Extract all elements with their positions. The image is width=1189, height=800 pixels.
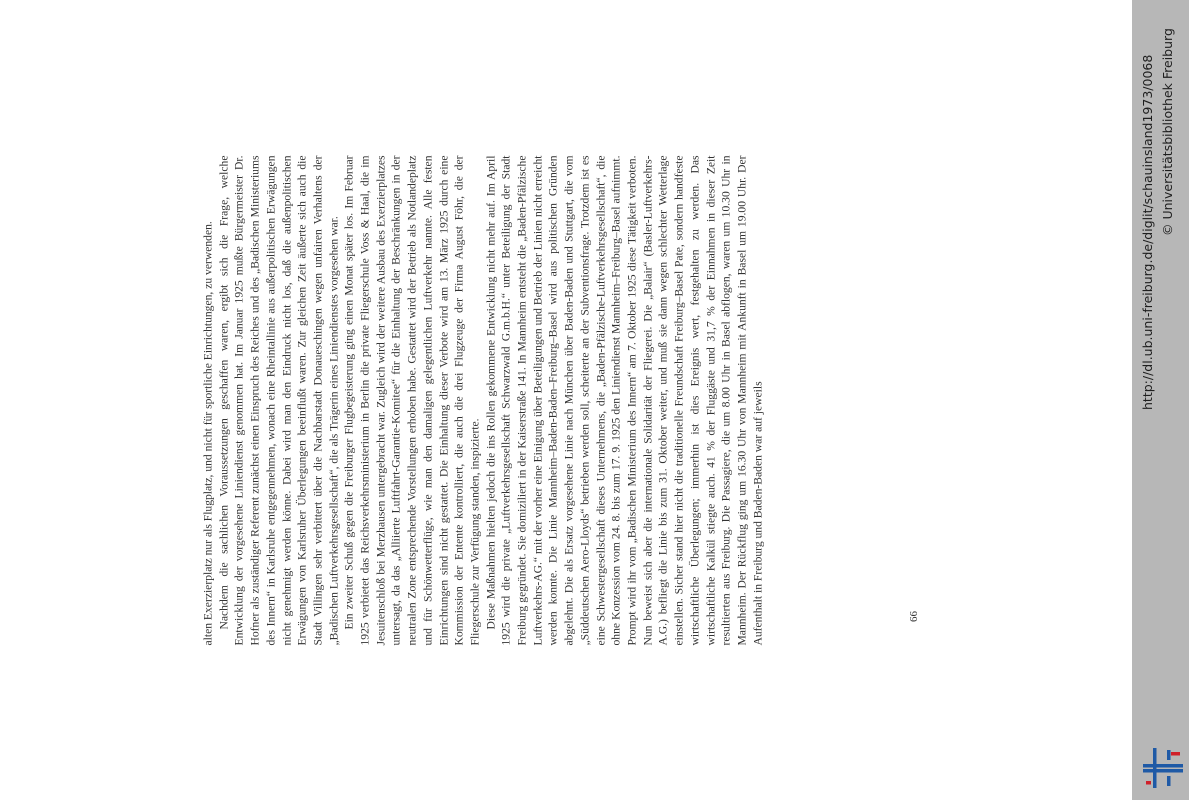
article-text bbox=[201, 156, 906, 646]
page-number: 66 bbox=[908, 611, 920, 622]
copyright-notice: © Universitätsbibliothek Freiburg bbox=[1160, 28, 1175, 236]
paragraph: Diese Maßnahmen hielten jedoch die ins Rollen gekommene Entwicklung nicht mehr auf. Im April 1925 wird die private „Luftverkehrsgesellschaft Schwarzwald G.m.b.H.“ unter Beteiligung der Stadt Freiburg gegründet. Sie domiziliert in der Kaiserstraße 141. In Mannheim entsteht die „Baden-Pfälzische Luftverkehrs-AG.“ mit der vorher eine Einigung über Beteiligungen und Betrieb der Linien nicht erreicht werden konnte. Die Linie Mannheim–Baden-Baden–Freiburg–Basel wird aus politischen Gründen abgelehnt. Die als Ersatz vorgesehene Linie nach München über Baden-Baden und Stuttgart, die vom „Süddeutschen Aero-Lloyds“ betrieben werden soll, scheiterte an der Subventionsfrage. Trotzdem ist es eine Schwestergesellschaft dieses Unternehmens, die „Baden-Pfälzische-Luftverkehrsgesellschaft“, die ohne Konzession vom 24. 8. bis zum 17. 9. 1925 den Liniendienst Mannheim–Freiburg–Basel aufnimmt. Prompt wird ihr vom „Badischen Ministerium des Innern“ am 7. Oktober 1925 diese Tätigkeit verboten. Nun beweist sich aber die internationale Solidarität der Fliegerei. Die „Balair“ (Basler-Luftverkehrs-A.G.) befliegt die Linie bis zum 31. Oktober weiter, und muß sie dann wegen schlechter Wetterlage einstellen. Sicher stand hier nicht die traditionelle Freundschaft Freiburg–Basel Pate, sondern handfeste wirtschaftliche Überlegungen; immerhin ist dies Ereignis wert, festgehalten zu werden. Das wirtschaftliche Kalkül stiegte auch. 41 % der Fluggäste und 31,7 % der Einnahmen in dieser Zeit resultierten aus Freiburg. Die Passagiere, die um 8.00 Uhr in Basel abflogen, waren um 10.30 Uhr in Mannheim. Der Rückflug ging um 16.30 Uhr von Mannheim mit Ankunft in Basel um 19.00 Uhr. Der Aufenthalt in Freiburg und Baden-Baden war auf jeweils bbox=[484, 155, 765, 646]
paragraph: Nachdem die sachlichen Voraussetzungen geschaffen waren, ergibt sich die Frage, welche Entwicklung der vorgesehene Liniendienst genommen hat. Im Januar 1925 mußte Bürgermeister Dr. Hofner als zuständiger Referent zunächst einen Einspruch des Reiches und des „Badischen Ministeriums des Innern“ in Karlsruhe entgegennehmen, wonach eine Rheintallinie aus außerpolitischen Erwägungen nicht genehmigt werden könne. Dabei wird man den Eindruck nicht los, daß die außenpolitischen Erwägungen von Karlsruher Überlegungen beeinflußt waren. Zur gleichen Zeit äußerte sich auch die Stadt Villingen sehr verbittert über die Nachbarstadt Donaueschingen wegen unfairen Verhaltens der „Badischen Luftverkehrsgesellschaft“, die als Trägerin eines Liniendienstes vorgesehen war. bbox=[217, 155, 341, 646]
paragraph: alten Exerzierplatz nur als Flugplatz, und nicht für sportliche Einrichtungen, zu verwenden. bbox=[201, 221, 215, 646]
ub-freiburg-logo-icon bbox=[1140, 745, 1186, 791]
paragraph: Ein zweiter Schuß gegen die Freiburger Flugbegeisterung ging einen Monat später los. Im Februar 1925 verbietet das Reichsverkehrsministerium in Berlin die private Fliegerschule Voss & Haal, die im Jesuitenschloß bei Merzhausen untergebracht war. Zugleich wird der weitere Ausbau des Exerzierplatzes untersagt, da das „Alliierte Luftfahrt-Garantie-Komitee“ für die Einhaltung der Beschränkungen in der neutralen Zone entsprechende Vorstellungen erhoben habe. Gestattet wird der Betrieb als Notlandeplatz und für Schönwetterflüge, wie man den damaligen gelegentlichen Luftverkehr nannte. Alle festen Einrichtungen sind nicht gestattet. Die Einhaltung dieser Verbote wird am 13. März 1925 durch eine Kommission der Entente kontrolliert, die auch die drei Flugzeuge der Firma August Föhr, die der Fliegerschule zur Verfügung standen, inspizierte. bbox=[342, 155, 482, 646]
permalink-url[interactable]: http://dl.ub.uni-freiburg.de/diglit/schauinsland1973/0068 bbox=[1140, 54, 1155, 410]
